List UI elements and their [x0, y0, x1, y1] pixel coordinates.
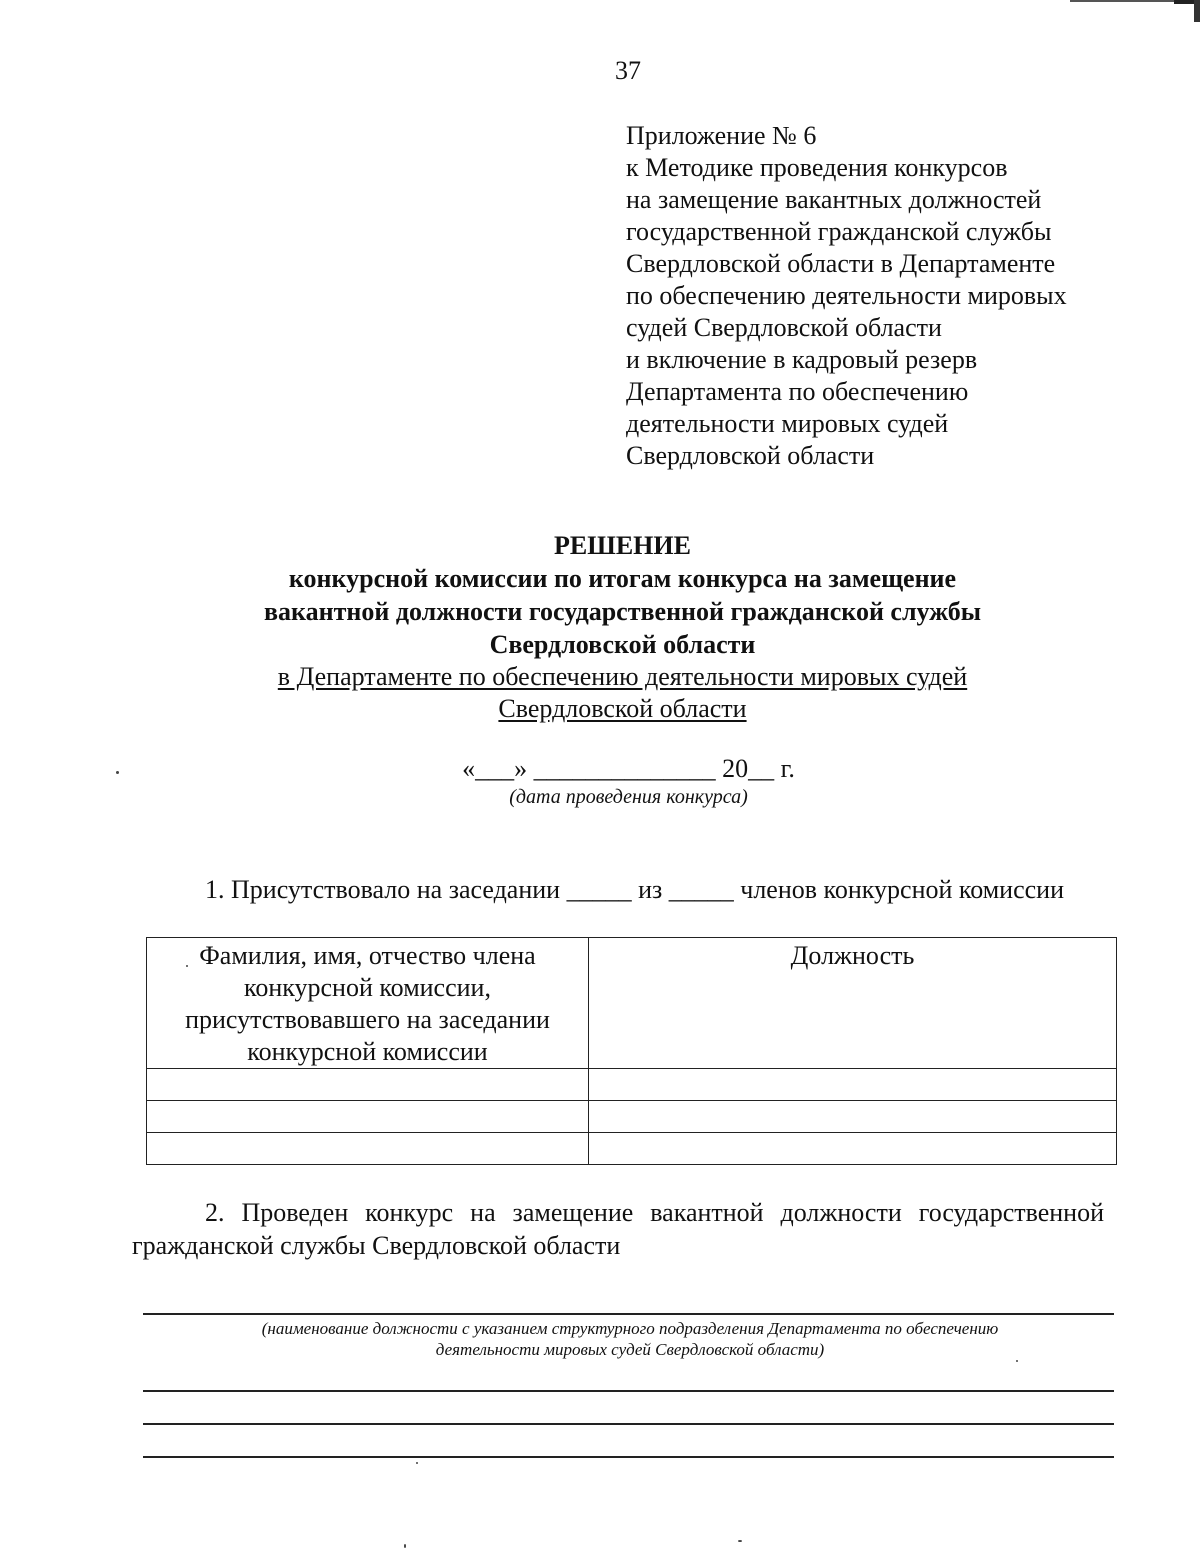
title-department-line [130, 661, 1115, 693]
attendance-paragraph: 1. Присутствовало на заседании _____ из _____ членов конкурсной комиссии [205, 875, 1064, 904]
scan-speck [116, 771, 119, 774]
title-subline: вакантной должности государственной гражданской службы [263, 597, 982, 626]
title-department-text: Свердловской области [498, 694, 747, 723]
table-row [147, 1133, 1117, 1165]
position-caption [146, 1318, 1114, 1360]
member-name-cell [147, 1069, 589, 1101]
document-title-block [130, 530, 1115, 725]
position-caption-line: (наименование должности с указанием структурного подразделения Департамента по обеспечению [261, 1319, 999, 1338]
scan-speck [186, 965, 188, 967]
member-position-cell [589, 1101, 1117, 1133]
appendix-line: по обеспечению деятельности мировых [626, 281, 1067, 310]
appendix-line: судей Свердловской области [626, 313, 942, 342]
table-header-row [147, 938, 1117, 1069]
appendix-line: на замещение вакантных должностей [626, 185, 1042, 214]
commission-members-table [146, 937, 1117, 1165]
member-name-cell [147, 1133, 589, 1165]
header-position: Должность [589, 938, 1117, 1069]
title-subline: Свердловской области [489, 630, 756, 659]
appendix-line: Свердловской области в Департаменте [626, 249, 1056, 278]
title-department-line [130, 693, 1115, 725]
document-title: РЕШЕНИЕ [554, 531, 691, 560]
blank-fill-line [143, 1423, 1114, 1425]
scan-speck [1016, 1360, 1018, 1362]
header-member-name: Фамилия, имя, отчество члена конкурсной комиссии, присутствовавшего на заседании конкурсной комиссии [147, 938, 589, 1069]
competition-held-paragraph: 2. Проведен конкурс на замещение вакантной должности государственной гражданской службы Свердловской области [132, 1198, 1104, 1260]
member-position-cell [589, 1069, 1117, 1101]
title-department-text: в Департаменте по обеспечению деятельности мировых судей [277, 662, 968, 691]
scan-speck [404, 1544, 406, 1548]
scan-speck [738, 1540, 742, 1542]
table-row [147, 1101, 1117, 1133]
appendix-line: Департамента по обеспечению [626, 377, 969, 406]
title-subline: конкурсной комиссии по итогам конкурса на замещение [288, 564, 957, 593]
position-caption-line: деятельности мировых судей Свердловской области) [435, 1340, 825, 1359]
member-position-cell [589, 1133, 1117, 1165]
appendix-line: деятельности мировых судей [626, 409, 949, 438]
blank-fill-line [143, 1390, 1114, 1392]
appendix-line: Приложение № 6 [626, 121, 817, 150]
table-row [147, 1069, 1117, 1101]
member-name-cell [147, 1101, 589, 1133]
appendix-line: Свердловской области [626, 441, 875, 470]
competition-date-line: «___» ______________ 20__ г. [462, 754, 795, 783]
appendix-block [626, 120, 1146, 472]
scan-edge-mark [1194, 0, 1200, 22]
competition-date-caption: (дата проведения конкурса) [509, 786, 748, 808]
appendix-line: и включение в кадровый резерв [626, 345, 978, 374]
blank-fill-line [143, 1456, 1114, 1458]
scan-speck [416, 1462, 418, 1464]
position-fill-line [143, 1313, 1114, 1315]
page-number: 37 [615, 56, 641, 85]
appendix-line: к Методике проведения конкурсов [626, 153, 1008, 182]
appendix-line: государственной гражданской службы [626, 217, 1052, 246]
